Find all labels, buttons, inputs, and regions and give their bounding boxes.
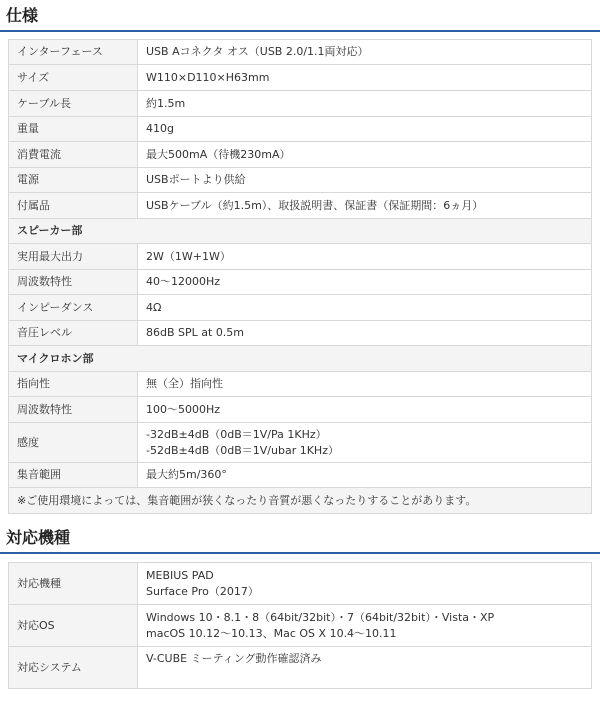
compat-section-heading xyxy=(0,522,600,554)
spec-label: 消費電流 xyxy=(9,142,138,168)
spec-label: 音圧レベル xyxy=(9,321,138,346)
spec-row-speaker-frequency xyxy=(9,270,592,295)
mic-subheading: マイクロホン部 xyxy=(9,346,592,372)
compat-table xyxy=(8,562,592,689)
spec-label: 感度 xyxy=(9,423,138,463)
spec-label: ケーブル長 xyxy=(9,91,138,117)
spec-value: 4Ω xyxy=(138,295,592,321)
spec-row-mic-frequency xyxy=(9,397,592,423)
spec-label: 付属品 xyxy=(9,193,138,219)
spec-row-weight xyxy=(9,117,592,142)
compat-row-system xyxy=(9,647,592,689)
spec-row-cable-length xyxy=(9,91,592,117)
spec-value: 410g xyxy=(138,117,592,142)
spec-label: インピーダンス xyxy=(9,295,138,321)
spec-value: 最大約5m/360° xyxy=(138,463,592,488)
mic-subheading-row xyxy=(9,346,592,372)
spec-label: 周波数特性 xyxy=(9,397,138,423)
spec-note-row xyxy=(9,488,592,514)
spec-value: 約1.5m xyxy=(138,91,592,117)
compat-row-os xyxy=(9,605,592,647)
spec-row-pickup-range xyxy=(9,463,592,488)
models-line-2: Surface Pro（2017） xyxy=(146,584,259,598)
spec-value: W110×D110×H63mm xyxy=(138,65,592,91)
spec-label: 周波数特性 xyxy=(9,270,138,295)
spec-value: 無（全）指向性 xyxy=(138,372,592,397)
spec-row-max-output xyxy=(9,244,592,270)
spec-row-sound-pressure xyxy=(9,321,592,346)
spec-note: ※ご使用環境によっては、集音範囲が狭くなったり音質が悪くなったりすることがあります。 xyxy=(9,488,592,514)
spec-label: 指向性 xyxy=(9,372,138,397)
spec-label: 重量 xyxy=(9,117,138,142)
spec-value: 100〜5000Hz xyxy=(138,397,592,423)
compat-label: 対応機種 xyxy=(9,563,138,605)
spec-row-power xyxy=(9,168,592,193)
compat-label: 対応システム xyxy=(9,647,138,689)
spec-row-interface xyxy=(9,40,592,65)
compat-label: 対応OS xyxy=(9,605,138,647)
spec-label: 集音範囲 xyxy=(9,463,138,488)
speaker-subheading: スピーカー部 xyxy=(9,219,592,244)
spec-row-directivity xyxy=(9,372,592,397)
os-line-1: Windows 10・8.1・8（64bit/32bit）・7（64bit/32bit）・Vista・XP xyxy=(146,610,495,624)
spec-label: サイズ xyxy=(9,65,138,91)
spec-row-sensitivity xyxy=(9,423,592,463)
spec-row-size xyxy=(9,65,592,91)
spec-label: インターフェース xyxy=(9,40,138,65)
spec-value: USBケーブル（約1.5m）、取扱説明書、保証書（保証期間：6ヵ月） xyxy=(138,193,592,219)
speaker-subheading-row xyxy=(9,219,592,244)
os-line-2: macOS 10.12〜10.13、Mac OS X 10.4〜10.11 xyxy=(146,626,397,640)
spec-value: 86dB SPL at 0.5m xyxy=(138,321,592,346)
spec-row-impedance xyxy=(9,295,592,321)
spec-table xyxy=(8,39,592,514)
spec-value: 2W（1W+1W） xyxy=(138,244,592,270)
compat-row-models xyxy=(9,563,592,605)
spec-section-heading xyxy=(0,0,600,32)
spec-section-title: 仕様 xyxy=(6,6,39,25)
sensitivity-line-1: -32dB±4dB（0dB＝1V/Pa 1KHz） xyxy=(146,427,327,441)
sensitivity-line-2: -52dB±4dB（0dB＝1V/ubar 1KHz） xyxy=(146,443,339,457)
spec-value: 40〜12000Hz xyxy=(138,270,592,295)
spec-value: 最大500mA（待機230mA） xyxy=(138,142,592,168)
spec-value: USBポートより供給 xyxy=(138,168,592,193)
compat-section-title: 対応機種 xyxy=(6,528,71,547)
spec-row-accessories xyxy=(9,193,592,219)
compat-value: V-CUBE ミーティング動作確認済み xyxy=(138,647,592,689)
compat-value xyxy=(138,605,592,647)
spec-value xyxy=(138,423,592,463)
spec-value: USB Aコネクタ オス（USB 2.0/1.1両対応） xyxy=(138,40,592,65)
spec-label: 電源 xyxy=(9,168,138,193)
models-line-1: MEBIUS PAD xyxy=(146,568,214,582)
spec-label: 実用最大出力 xyxy=(9,244,138,270)
compat-value xyxy=(138,563,592,605)
spec-row-current xyxy=(9,142,592,168)
